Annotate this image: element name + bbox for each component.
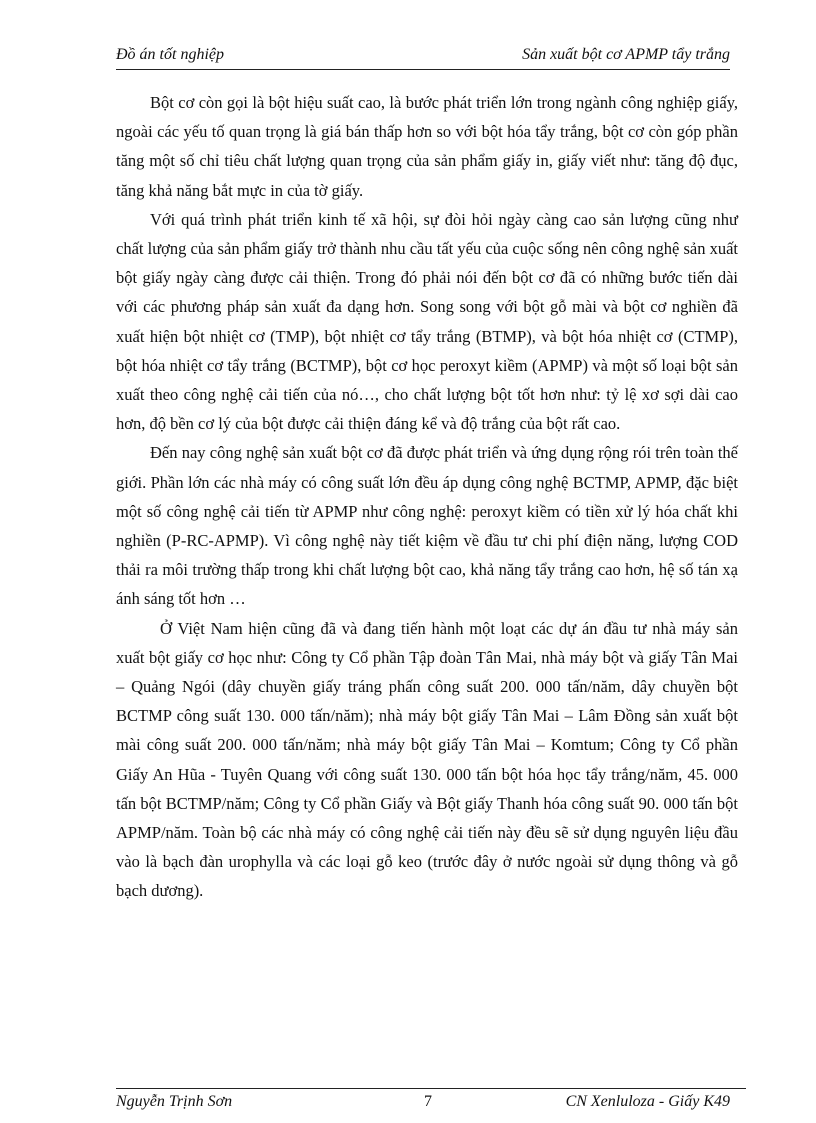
paragraph: Đến nay công nghệ sản xuất bột cơ đã được phát triển và ứng dụng rộng rói trên toàn thế giới. Phần lớn các nhà máy có công suất lớn đều áp dụng công nghệ BCTMP, APMP, đặc biệt một số công nghệ cải tiến từ APMP như công nghệ: peroxyt kiềm có tiền xử lý hóa chất khi nghiền (P-RC-APMP). Vì công nghệ này tiết kiệm về đầu tư chi phí điện năng, lượng COD thải ra môi trường thấp trong khi chất lượng bột cao, khả năng tẩy trắng cao hơn, hệ số tán xạ ánh sáng tốt hơn … (116, 443, 738, 609)
footer-author: Nguyễn Trịnh Sơn (116, 1093, 233, 1110)
paragraph: Với quá trình phát triển kinh tế xã hội, sự đòi hỏi ngày càng cao sản lượng cũng như chất lượng của sản phẩm giấy trở thành nhu cầu tất yếu của cuộc sống nên công nghệ sản xuất bột giấy ngày càng được cải thiện. Trong đó phải nói đến bột cơ đã có những bước tiến dài với các phương pháp sản xuất đa dạng hơn. Song song với bột gỗ mài và bột cơ nghiền đã xuất hiện bột nhiệt cơ (TMP), bột nhiệt cơ tẩy trắng (BTMP), và bột hóa nhiệt cơ (CTMP), bột hóa nhiệt cơ tẩy trắng (BCTMP), bột cơ học peroxyt kiềm (APMP) và một số loại bột sản xuất theo công nghệ cải tiến của nó…, cho chất lượng bột tốt hơn như: tỷ lệ xơ sợi dài cao hơn, độ bền cơ lý của bột được cải thiện đáng kể và độ trắng của bột rất cao. (116, 209, 738, 434)
footer-divider (116, 1088, 746, 1089)
paragraph: Ở Việt Nam hiện cũng đã và đang tiến hành một loạt các dự án đầu tư nhà máy sản xuất bột giấy cơ học như: Công ty Cổ phần Tập đoàn Tân Mai, nhà máy bột và giấy Tân Mai – Quảng Ngói (dây chuyền giấy tráng phấn công suất 200. 000 tấn/năm, dây chuyền bột BCTMP công suất 130. 000 tấn/năm); nhà máy bột giấy Tân Mai – Lâm Đồng sản xuất bột mài công suất 200. 000 tấn/năm; nhà máy bột giấy Tân Mai – Komtum; Công ty Cổ phần Giấy An Hũa - Tuyên Quang với công suất 130. 000 tấn bột hóa học tẩy trắng/năm, 45. 000 tấn bột BCTMP/năm; Công ty Cổ phần Giấy và Bột giấy Thanh hóa công suất 90. 000 tấn bột APMP/năm. Toàn bộ các nhà máy có công nghệ cải tiến này đều sẽ sử dụng nguyên liệu đầu vào là bạch đàn urophylla và các loại gỗ keo (trước đây ở nước ngoài sử dụng thông và gỗ bạch dương). (116, 618, 738, 901)
body-text (116, 88, 738, 906)
paragraph: Bột cơ còn gọi là bột hiệu suất cao, là bước phát triển lớn trong ngành công nghiệp giấy, ngoài các yếu tố quan trọng là giá bán thấp hơn so với bột hóa tẩy trắng, bột cơ còn góp phần tăng một số chỉ tiêu chất lượng quan trọng của sản phẩm giấy in, giấy viết như: tăng độ đục, tăng khả năng bắt mực in của tờ giấy. (116, 93, 738, 200)
page-header (116, 44, 730, 66)
page-footer (116, 1091, 730, 1113)
footer-class: CN Xenluloza - Giấy K49 (565, 1093, 730, 1110)
page-number: 7 (424, 1093, 432, 1110)
header-document-title: Sản xuất bột cơ APMP tẩy trắng (522, 46, 730, 63)
header-divider (116, 69, 730, 70)
header-document-type: Đồ án tốt nghiệp (116, 46, 224, 63)
